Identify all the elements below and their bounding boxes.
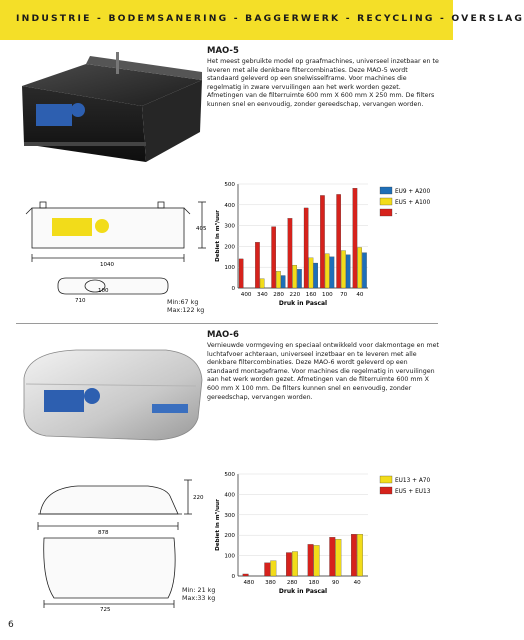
bar bbox=[351, 534, 357, 576]
legend-swatch bbox=[380, 476, 392, 483]
y-tick-label: 300 bbox=[224, 512, 235, 519]
bar bbox=[357, 534, 363, 576]
bar bbox=[314, 545, 320, 576]
mao5-weight-min: Min:67 kg bbox=[167, 298, 199, 306]
legend-swatch bbox=[380, 487, 392, 494]
legend-swatch bbox=[380, 187, 392, 194]
mao6-product-photo bbox=[16, 328, 206, 456]
legend-label: - bbox=[395, 211, 398, 217]
mao6-dim-width: 878 bbox=[98, 530, 109, 536]
bar bbox=[265, 563, 271, 576]
header-bar bbox=[0, 0, 524, 40]
category-separator: - bbox=[228, 13, 246, 24]
mao6-technical-drawing bbox=[18, 470, 208, 620]
bar bbox=[309, 258, 313, 288]
category-separator: - bbox=[340, 13, 358, 24]
y-tick-label: 200 bbox=[224, 533, 235, 540]
category-overslag: OVERSLAG bbox=[451, 13, 524, 24]
bar bbox=[330, 537, 336, 576]
legend-label: EU5 + EU13 bbox=[395, 489, 431, 495]
bar bbox=[325, 254, 329, 288]
x-tick-label: 400 bbox=[240, 292, 252, 298]
category-industrie: INDUSTRIE bbox=[16, 13, 92, 24]
mao6-weight-min: Min: 21 kg bbox=[182, 586, 216, 594]
mao5-dim-depth: 710 bbox=[75, 298, 86, 304]
mao5-dim-width: 1040 bbox=[100, 262, 114, 268]
page-number: 6 bbox=[8, 620, 14, 630]
mao5-weight-max: Max:122 kg bbox=[167, 306, 205, 315]
bar bbox=[337, 194, 341, 288]
category-banner bbox=[16, 13, 524, 24]
mao6-dim-height: 220 bbox=[193, 495, 204, 501]
y-tick-label: 500 bbox=[224, 472, 235, 478]
bar bbox=[260, 279, 264, 288]
bar bbox=[286, 553, 292, 576]
category-baggerwerk: BAGGERWERK bbox=[245, 13, 341, 24]
bar bbox=[341, 251, 345, 288]
x-tick-label: 220 bbox=[289, 292, 301, 298]
mao5-dim-height: 405 bbox=[196, 226, 207, 232]
bar bbox=[358, 247, 362, 288]
x-tick-label: 280 bbox=[273, 292, 284, 298]
bar bbox=[243, 574, 249, 576]
y-axis-label: Debiet in m³/uur bbox=[215, 499, 221, 551]
bar bbox=[308, 544, 314, 576]
bar bbox=[239, 259, 243, 288]
x-tick-label: 100 bbox=[322, 292, 333, 298]
y-tick-label: 300 bbox=[224, 223, 235, 230]
legend-swatch bbox=[380, 209, 392, 216]
bar bbox=[336, 539, 342, 576]
category-bodemsanering: BODEMSANERING bbox=[108, 13, 229, 24]
y-tick-label: 100 bbox=[224, 265, 235, 272]
x-tick-label: 380 bbox=[265, 580, 276, 586]
bar bbox=[353, 188, 357, 288]
bar bbox=[292, 552, 298, 576]
category-separator: - bbox=[434, 13, 452, 24]
bar bbox=[271, 561, 277, 576]
mao5-description: Het meest gebruikte model op graafmachines, universeel inzetbaar en te leveren met alle denkbare filtercombinaties. Deze MAO-5 wordt standaard geleverd op een snelwisselframe. Voor machines die regelmatig in zware vervuilingen aan het werk worden gezet. Afmetingen van de filterruimte 600 mm X 600 mm X 250 mm. De filters kunnen snel en eenvoudig, zonder gereedschap, vervangen worden. bbox=[207, 58, 439, 108]
mao5-title: MAO-5 bbox=[207, 46, 239, 56]
x-tick-label: 160 bbox=[305, 292, 317, 298]
category-separator: - bbox=[91, 13, 109, 24]
y-tick-label: 200 bbox=[224, 244, 235, 251]
bar bbox=[293, 265, 297, 288]
bar bbox=[272, 227, 276, 288]
y-tick-label: 100 bbox=[224, 553, 235, 560]
x-tick-label: 480 bbox=[243, 580, 255, 586]
category-recycling: RECYCLING bbox=[357, 13, 435, 24]
legend-swatch bbox=[380, 198, 392, 205]
y-axis-label: Debiet in m³/uur bbox=[215, 210, 221, 262]
bar bbox=[304, 208, 308, 288]
y-tick-label: 400 bbox=[224, 492, 235, 499]
x-tick-label: 40 bbox=[356, 292, 364, 298]
mao6-description: Vernieuwde vormgeving en speciaal ontwikkeld voor dakmontage en met luchtafvoer achteraan, universeel inzetbaar en te leveren met alle denkbare filtercombinaties. Deze MAO-6 wordt geleverd op een standaard montageframe. Voor machines die regelmatig in vervuilingen aan het werk worden gezet. Afmetingen van de filterruimte 600 mm X 600 mm X 100 mm. De filters kunnen snel en eenvoudig, zonder gereedschap, vervangen worden. bbox=[207, 342, 439, 401]
section-divider bbox=[16, 323, 438, 324]
bar bbox=[346, 255, 350, 288]
y-tick-label: 400 bbox=[224, 202, 235, 209]
x-axis-label: Druk in Pascal bbox=[278, 588, 328, 595]
x-tick-label: 280 bbox=[286, 580, 298, 586]
y-tick-label: 0 bbox=[231, 574, 235, 580]
mao5-dim-hole: 100 bbox=[98, 288, 109, 294]
bar bbox=[297, 269, 301, 288]
y-tick-label: 0 bbox=[231, 286, 235, 292]
bar bbox=[314, 263, 318, 288]
y-tick-label: 500 bbox=[224, 182, 235, 188]
mao6-weight-max: Max:33 kg bbox=[182, 594, 216, 603]
mao6-dim-depth: 725 bbox=[100, 607, 111, 613]
x-tick-label: 40 bbox=[353, 580, 361, 586]
mao6-weight bbox=[182, 586, 215, 603]
bar bbox=[276, 271, 280, 288]
bar bbox=[255, 242, 259, 288]
bar bbox=[288, 218, 292, 288]
legend-label: EU13 + A70 bbox=[395, 478, 431, 484]
mao5-airflow-chart bbox=[212, 178, 442, 314]
x-tick-label: 90 bbox=[331, 580, 340, 586]
legend-label: EU9 + A200 bbox=[395, 189, 431, 195]
bar bbox=[330, 257, 334, 288]
mao5-product-photo bbox=[16, 44, 204, 174]
x-axis-label: Druk in Pascal bbox=[278, 300, 328, 307]
mao6-title: MAO-6 bbox=[207, 330, 239, 340]
mao5-weight bbox=[167, 298, 204, 315]
mao6-airflow-chart bbox=[212, 468, 442, 600]
x-tick-label: 340 bbox=[257, 292, 268, 298]
legend-label: EU5 + A100 bbox=[395, 200, 431, 206]
bar bbox=[281, 276, 285, 288]
bar bbox=[320, 195, 324, 288]
x-tick-label: 180 bbox=[308, 580, 320, 586]
bar bbox=[362, 253, 366, 288]
x-tick-label: 70 bbox=[340, 292, 348, 298]
